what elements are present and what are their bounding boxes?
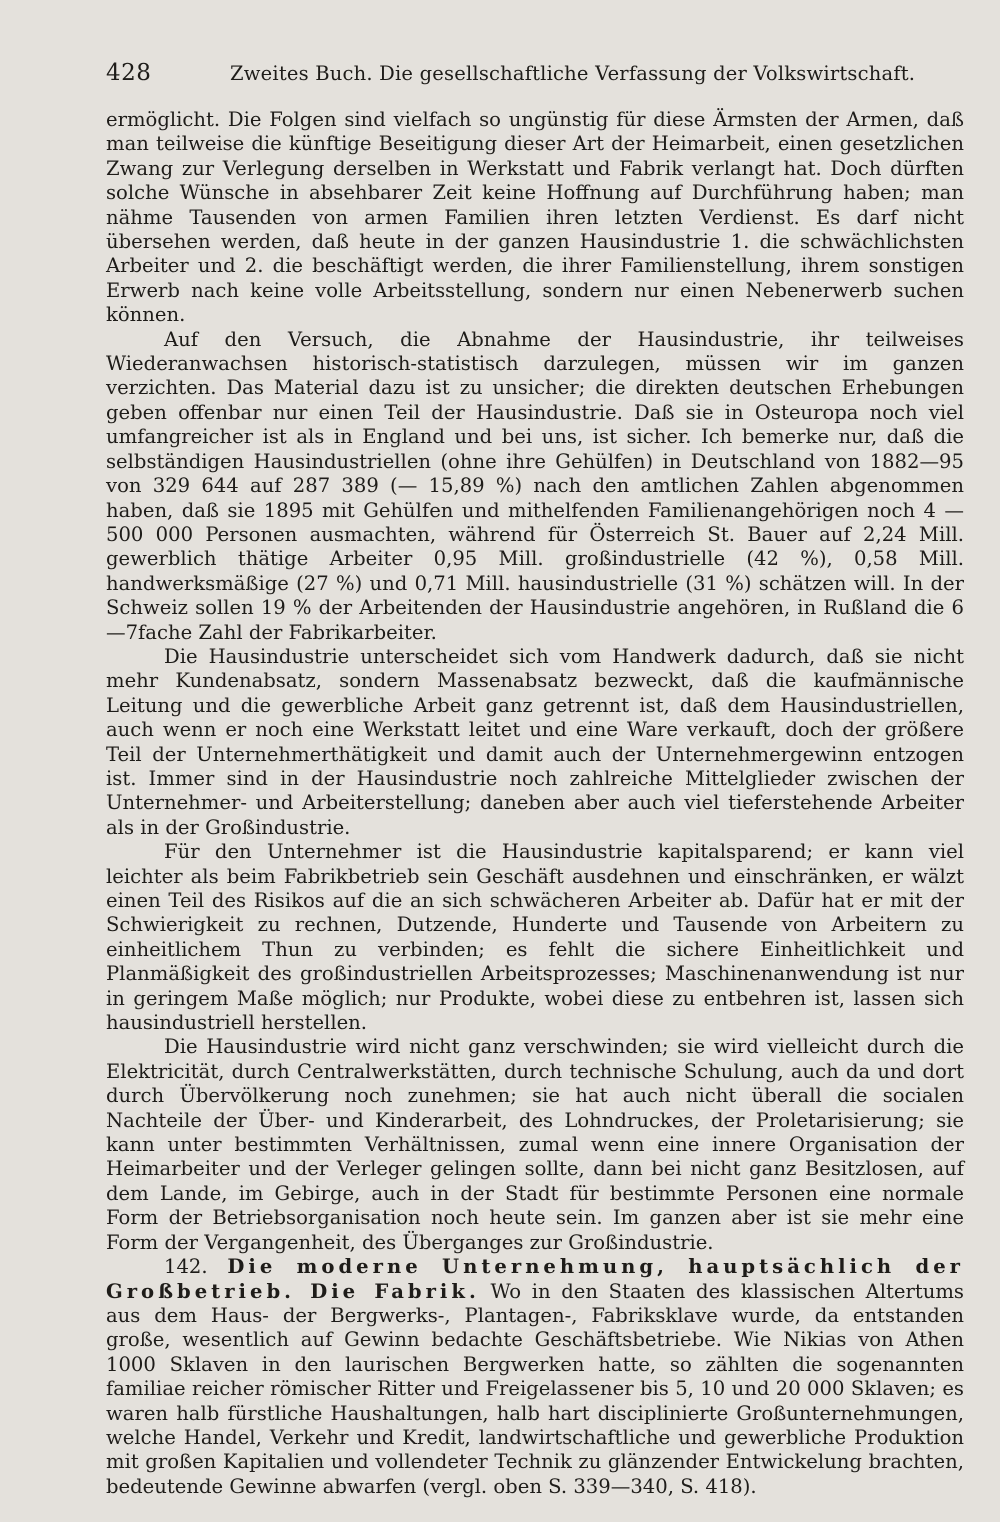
running-head: Zweites Buch. Die gesellschaftliche Verfassung der Volkswirtschaft. [230,62,916,85]
paragraph: Für den Unternehmer ist die Hausindustrie kapitalsparend; er kann viel leichter als beim Fabrikbetrieb sein Geschäft ausdehnen und einschränken, er wälzt einen Teil des Risikos auf die an sich schwächeren Arbeiter ab. Dafür hat er mit der Schwierigkeit zu rechnen, Dutzende, Hunderte und Tausende von Arbeitern zu einheitlichem Thun zu verbinden; es fehlt die sichere Einheitlichkeit und Planmäßigkeit des großindustriellen Arbeitsprozesses; Maschinenanwendung ist nur in geringem Maße möglich; nur Produkte, wobei diese zu entbehren ist, lassen sich hausindustriell herstellen. [106,840,964,1035]
section-title: Die moderne Unternehmung, hauptsächlich der Großbetrieb. Die Fabrik. [106,1255,964,1303]
section-number: 142. [164,1255,208,1279]
page-header [106,60,950,90]
paragraph: Auf den Versuch, die Abnahme der Hausindustrie, ihr teilweises Wiederanwachsen historisch-statistisch darzulegen, müssen wir im ganzen verzichten. Das Material dazu ist zu unsicher; die direkten deutschen Erhebungen geben offenbar nur einen Teil der Hausindustrie. Daß sie in Osteuropa noch viel umfangreicher ist als in England und bei uns, ist sicher. Ich bemerke nur, daß die selbständigen Hausindustriellen (ohne ihre Gehülfen) in Deutschland von 1882—95 von 329 644 auf 287 389 (— 15,89 %) nach den amtlichen Zahlen abgenommen haben, daß sie 1895 mit Gehülfen und mithelfenden Familienangehörigen noch 4 — 500 000 Personen ausmachten, während für Österreich St. Bauer auf 2,24 Mill. gewerblich thätige Arbeiter 0,95 Mill. großindustrielle (42 %), 0,58 Mill. handwerksmäßige (27 %) und 0,71 Mill. hausindustrielle (31 %) schätzen will. In der Schweiz sollen 19 % der Arbeitenden der Hausindustrie angehören, in Rußland die 6—7fache Zahl der Fabrikarbeiter. [106,327,964,644]
paragraph: ermöglicht. Die Folgen sind vielfach so ungünstig für diese Ärmsten der Armen, daß man teilweise die künftige Beseitigung dieser Art der Heimarbeit, einen gesetzlichen Zwang zur Verlegung derselben in Werkstatt und Fabrik verlangt hat. Doch dürften solche Wünsche in absehbarer Zeit keine Hoffnung auf Durchführung haben; man nähme Tausenden von armen Familien ihren letzten Verdienst. Es darf nicht übersehen werden, daß heute in der ganzen Hausindustrie 1. die schwächlichsten Arbeiter und 2. die beschäftigt werden, die ihrer Familienstellung, ihrem sonstigen Erwerb nach keine volle Arbeitsstellung, sondern nur einen Nebenerwerb suchen können. [106,108,964,327]
page-number: 428 [106,60,152,86]
paragraph: Die Hausindustrie wird nicht ganz verschwinden; sie wird vielleicht durch die Elektricität, durch Centralwerkstätten, durch technische Schulung, auch da und dort durch Übervölkerung noch zunehmen; sie hat auch nicht überall die socialen Nachteile der Über- und Kinderarbeit, des Lohndruckes, der Proletarisierung; sie kann unter bestimmten Verhältnissen, zumal wenn eine innere Organisation der Heimarbeiter und der Verleger gelingen sollte, dann bei nicht ganz Besitzlosen, auf dem Lande, im Gebirge, auch in der Stadt für bestimmte Personen eine normale Form der Betriebsorganisation noch heute sein. Im ganzen aber ist sie mehr eine Form der Vergangenheit, des Überganges zur Großindustrie. [106,1035,964,1254]
section-text: Wo in den Staaten des klassischen Altertums aus dem Haus- der Bergwerks-, Plantagen-, Fabriksklave wurde, da entstanden große, wesentlich auf Gewinn bedachte Geschäftsbetriebe. Wie Nikias von Athen 1000 Sklaven in den laurischen Bergwerken hatte, so zählten die sogenannten familiae reicher römischer Ritter und Freigelassener bis 5, 10 und 20 000 Sklaven; es waren halb fürstliche Haushaltungen, halb hart disciplinierte Großunternehmungen, welche Handel, Verkehr und Kredit, landwirtschaftliche und gewerbliche Produktion mit großen Kapitalien und vollendeter Technik zu glänzender Entwickelung brachten, bedeutende Gewinne abwarfen (vergl. oben S. 339—340, S. 418). [106,1279,964,1498]
paragraph: Die Hausindustrie unterscheidet sich vom Handwerk dadurch, daß sie nicht mehr Kundenabsatz, sondern Massenabsatz bezweckt, daß die kaufmännische Leitung und die gewerbliche Arbeit ganz getrennt ist, daß dem Hausindustriellen, auch wenn er noch eine Werkstatt leitet und eine Ware verkauft, doch der größere Teil der Unternehmerthätigkeit und damit auch der Unternehmergewinn entzogen ist. Immer sind in der Hausindustrie noch zahlreiche Mittelglieder zwischen der Unternehmer- und Arbeiterstellung; daneben aber auch viel tieferstehende Arbeiter als in der Großindustrie. [106,644,964,839]
section-paragraph [106,1255,964,1499]
body-text [106,108,964,1499]
